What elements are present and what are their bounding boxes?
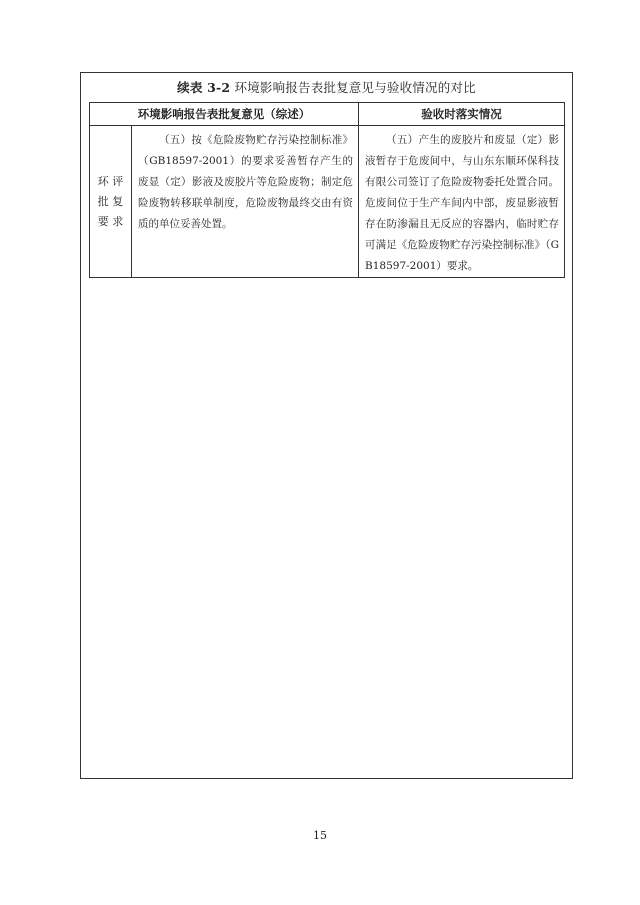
approval-text: （五）按《危险废物贮存污染控制标准》（GB18597-2001）的要求妥善暂存产生的废显（定）影液及废胶片等危险废物；制定危险废物转移联单制度，危险废物最终交由有资质的单位妥善处置。 — [138, 134, 353, 230]
row-label-line: 环 评 — [97, 174, 124, 188]
header-implementation-status: 验收时落实情况 — [359, 103, 565, 126]
caption-number: 续表 3-2 — [177, 80, 231, 95]
table-header-row — [90, 103, 565, 126]
table-row — [90, 126, 565, 278]
approval-text-cell — [132, 126, 359, 278]
row-label — [90, 126, 132, 278]
implementation-text: （五）产生的废胶片和废显（定）影液暂存于危废间中，与山东东顺环保科技有限公司签订了危险废物委托处置合同。危废间位于生产车间内中部，废显影液暂存在防渗漏且无反应的容器内，临时贮存可满足《危险废物贮存污染控制标准》（GB18597-2001）要求。 — [365, 134, 559, 272]
page-number: 15 — [313, 829, 327, 842]
row-label-line: 要 求 — [97, 214, 124, 228]
table-caption — [80, 78, 573, 96]
row-label-line: 批 复 — [97, 194, 124, 208]
header-approval-opinion: 环境影响报告表批复意见（综述） — [90, 103, 359, 126]
comparison-table — [89, 102, 565, 278]
caption-title: 环境影响报告表批复意见与验收情况的对比 — [234, 80, 476, 95]
implementation-text-cell — [359, 126, 565, 278]
